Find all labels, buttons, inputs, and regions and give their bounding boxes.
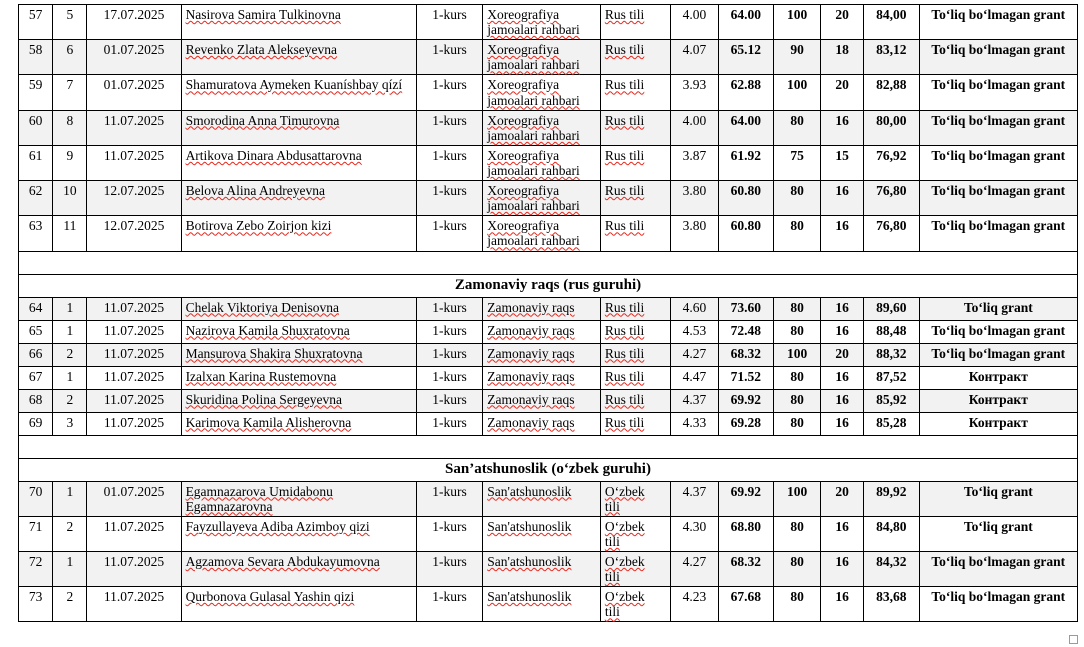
gpa-value: 4.53: [671, 320, 718, 343]
score-bonus: 16: [821, 587, 864, 622]
application-date: 11.07.2025: [87, 110, 181, 145]
row-number: 59: [19, 75, 53, 110]
score-secondary: 80: [774, 551, 821, 586]
score-secondary: 80: [774, 516, 821, 551]
score-primary: 72.48: [718, 320, 774, 343]
applicant-name: Artikova Dinara Abdusattarovna: [181, 145, 416, 180]
admission-status: To‘liq grant: [919, 297, 1077, 320]
education-language: O‘zbek tili: [600, 587, 671, 622]
application-date: 17.07.2025: [87, 5, 181, 40]
row-number: 66: [19, 343, 53, 366]
score-total: 80,00: [863, 110, 919, 145]
row-index: 10: [53, 181, 87, 216]
score-secondary: 80: [774, 587, 821, 622]
course: 1-kurs: [416, 5, 482, 40]
education-language: Rus tili: [600, 389, 671, 412]
score-secondary: 100: [774, 5, 821, 40]
admission-status: Контракт: [919, 389, 1077, 412]
row-number: 67: [19, 366, 53, 389]
score-total: 83,12: [863, 40, 919, 75]
table-row: [19, 75, 1078, 110]
application-date: 11.07.2025: [87, 551, 181, 586]
score-secondary: 100: [774, 481, 821, 516]
score-bonus: 20: [821, 343, 864, 366]
score-secondary: 80: [774, 297, 821, 320]
score-secondary: 80: [774, 366, 821, 389]
education-language: Rus tili: [600, 181, 671, 216]
gpa-value: 4.00: [671, 110, 718, 145]
education-language: Rus tili: [600, 5, 671, 40]
score-primary: 65.12: [718, 40, 774, 75]
row-index: 1: [53, 551, 87, 586]
table-row: [19, 320, 1078, 343]
score-total: 85,92: [863, 389, 919, 412]
score-bonus: 18: [821, 40, 864, 75]
admission-status: To‘liq bo‘lmagan grant: [919, 110, 1077, 145]
study-direction: Zamonaviy raqs: [483, 389, 601, 412]
application-date: 11.07.2025: [87, 297, 181, 320]
spacer-cell: [19, 435, 1078, 458]
course: 1-kurs: [416, 75, 482, 110]
row-number: 69: [19, 412, 53, 435]
applicant-name: Karimova Kamila Alisherovna: [181, 412, 416, 435]
gpa-value: 4.37: [671, 481, 718, 516]
gpa-value: 3.80: [671, 216, 718, 251]
education-language: Rus tili: [600, 366, 671, 389]
study-direction: Zamonaviy raqs: [483, 297, 601, 320]
gpa-value: 3.87: [671, 145, 718, 180]
score-primary: 69.28: [718, 412, 774, 435]
score-total: 82,88: [863, 75, 919, 110]
score-total: 84,00: [863, 5, 919, 40]
score-bonus: 16: [821, 366, 864, 389]
table-spacer-row: [19, 251, 1078, 274]
score-bonus: 16: [821, 389, 864, 412]
education-language: O‘zbek tili: [600, 481, 671, 516]
application-date: 12.07.2025: [87, 181, 181, 216]
course: 1-kurs: [416, 40, 482, 75]
study-direction: San'atshunoslik: [483, 516, 601, 551]
row-number: 58: [19, 40, 53, 75]
education-language: O‘zbek tili: [600, 516, 671, 551]
score-secondary: 80: [774, 389, 821, 412]
applicant-name: Egamnazarova Umidabonu Egamnazarovna: [181, 481, 416, 516]
applicant-name: Botirova Zebo Zoirjon kizi: [181, 216, 416, 251]
application-date: 11.07.2025: [87, 366, 181, 389]
application-date: 01.07.2025: [87, 40, 181, 75]
admission-status: To‘liq bo‘lmagan grant: [919, 587, 1077, 622]
score-primary: 64.00: [718, 5, 774, 40]
table-row: [19, 481, 1078, 516]
table-row: [19, 145, 1078, 180]
study-direction: Xoreografiya jamoalari rahbari: [483, 40, 601, 75]
admission-status: To‘liq bo‘lmagan grant: [919, 320, 1077, 343]
score-bonus: 15: [821, 145, 864, 180]
table-row: [19, 297, 1078, 320]
score-primary: 73.60: [718, 297, 774, 320]
applicant-name: Smorodina Anna Timurovna: [181, 110, 416, 145]
study-direction: Zamonaviy raqs: [483, 343, 601, 366]
row-number: 72: [19, 551, 53, 586]
applicant-name: Agzamova Sevara Abdukayumovna: [181, 551, 416, 586]
education-language: O‘zbek tili: [600, 551, 671, 586]
score-primary: 62.88: [718, 75, 774, 110]
row-number: 68: [19, 389, 53, 412]
table-row: [19, 216, 1078, 251]
row-index: 7: [53, 75, 87, 110]
study-direction: Xoreografiya jamoalari rahbari: [483, 145, 601, 180]
course: 1-kurs: [416, 145, 482, 180]
section-title: San’atshunoslik (o‘zbek guruhi): [19, 458, 1078, 481]
applicant-name: Nazirova Kamila Shuxratovna: [181, 320, 416, 343]
study-direction: Xoreografiya jamoalari rahbari: [483, 110, 601, 145]
course: 1-kurs: [416, 481, 482, 516]
applicant-name: Izalxan Karina Rustemovna: [181, 366, 416, 389]
score-bonus: 16: [821, 110, 864, 145]
score-primary: 68.32: [718, 551, 774, 586]
study-direction: Zamonaviy raqs: [483, 320, 601, 343]
row-number: 65: [19, 320, 53, 343]
score-total: 88,48: [863, 320, 919, 343]
application-date: 11.07.2025: [87, 320, 181, 343]
score-bonus: 16: [821, 297, 864, 320]
table-row: [19, 587, 1078, 622]
row-index: 5: [53, 5, 87, 40]
score-bonus: 16: [821, 320, 864, 343]
gpa-value: 4.60: [671, 297, 718, 320]
admission-status: To‘liq grant: [919, 481, 1077, 516]
row-number: 62: [19, 181, 53, 216]
applicant-name: Qurbonova Gulasal Yashin qizi: [181, 587, 416, 622]
application-date: 01.07.2025: [87, 75, 181, 110]
study-direction: Xoreografiya jamoalari rahbari: [483, 181, 601, 216]
table-row: [19, 181, 1078, 216]
row-number: 60: [19, 110, 53, 145]
application-date: 11.07.2025: [87, 587, 181, 622]
score-secondary: 80: [774, 320, 821, 343]
admission-status: To‘liq bo‘lmagan grant: [919, 343, 1077, 366]
gpa-value: 4.33: [671, 412, 718, 435]
table-row: [19, 40, 1078, 75]
row-number: 63: [19, 216, 53, 251]
table-row: [19, 551, 1078, 586]
gpa-value: 4.47: [671, 366, 718, 389]
row-index: 2: [53, 516, 87, 551]
study-direction: San'atshunoslik: [483, 587, 601, 622]
admission-status: To‘liq bo‘lmagan grant: [919, 216, 1077, 251]
gpa-value: 4.30: [671, 516, 718, 551]
row-index: 1: [53, 320, 87, 343]
table-row: [19, 343, 1078, 366]
row-index: 9: [53, 145, 87, 180]
education-language: Rus tili: [600, 320, 671, 343]
score-primary: 67.68: [718, 587, 774, 622]
course: 1-kurs: [416, 216, 482, 251]
score-secondary: 80: [774, 110, 821, 145]
score-secondary: 80: [774, 181, 821, 216]
application-date: 11.07.2025: [87, 412, 181, 435]
gpa-value: 4.23: [671, 587, 718, 622]
course: 1-kurs: [416, 516, 482, 551]
study-direction: San'atshunoslik: [483, 551, 601, 586]
row-index: 8: [53, 110, 87, 145]
score-total: 76,80: [863, 181, 919, 216]
score-secondary: 100: [774, 343, 821, 366]
admission-status: To‘liq bo‘lmagan grant: [919, 145, 1077, 180]
score-total: 76,92: [863, 145, 919, 180]
study-direction: Xoreografiya jamoalari rahbari: [483, 75, 601, 110]
applicants-table: [18, 4, 1078, 622]
study-direction: San'atshunoslik: [483, 481, 601, 516]
application-date: 01.07.2025: [87, 481, 181, 516]
table-body: [19, 5, 1078, 622]
score-secondary: 75: [774, 145, 821, 180]
education-language: Rus tili: [600, 40, 671, 75]
score-primary: 69.92: [718, 481, 774, 516]
education-language: Rus tili: [600, 412, 671, 435]
admission-status: To‘liq bo‘lmagan grant: [919, 40, 1077, 75]
row-index: 1: [53, 297, 87, 320]
row-number: 57: [19, 5, 53, 40]
score-bonus: 16: [821, 516, 864, 551]
row-index: 1: [53, 366, 87, 389]
admission-status: Контракт: [919, 412, 1077, 435]
admission-status: To‘liq grant: [919, 516, 1077, 551]
study-direction: Zamonaviy raqs: [483, 366, 601, 389]
score-total: 87,52: [863, 366, 919, 389]
gpa-value: 4.00: [671, 5, 718, 40]
table-row: [19, 5, 1078, 40]
education-language: Rus tili: [600, 110, 671, 145]
application-date: 11.07.2025: [87, 145, 181, 180]
course: 1-kurs: [416, 551, 482, 586]
admission-status: Контракт: [919, 366, 1077, 389]
applicant-name: Skuridina Polina Sergeyevna: [181, 389, 416, 412]
row-index: 1: [53, 481, 87, 516]
row-index: 11: [53, 216, 87, 251]
score-total: 85,28: [863, 412, 919, 435]
row-number: 73: [19, 587, 53, 622]
score-total: 88,32: [863, 343, 919, 366]
admission-status: To‘liq bo‘lmagan grant: [919, 181, 1077, 216]
score-primary: 60.80: [718, 181, 774, 216]
score-total: 83,68: [863, 587, 919, 622]
applicant-name: Belova Alina Andreyevna: [181, 181, 416, 216]
section-header-row: [19, 274, 1078, 297]
study-direction: Xoreografiya jamoalari rahbari: [483, 5, 601, 40]
score-primary: 61.92: [718, 145, 774, 180]
score-total: 89,60: [863, 297, 919, 320]
applicant-name: Fayzullayeva Adiba Azimboy qizi: [181, 516, 416, 551]
row-index: 2: [53, 389, 87, 412]
score-total: 84,80: [863, 516, 919, 551]
score-primary: 71.52: [718, 366, 774, 389]
score-secondary: 80: [774, 216, 821, 251]
admission-status: To‘liq bo‘lmagan grant: [919, 5, 1077, 40]
row-number: 64: [19, 297, 53, 320]
application-date: 11.07.2025: [87, 389, 181, 412]
course: 1-kurs: [416, 587, 482, 622]
score-bonus: 16: [821, 181, 864, 216]
applicant-name: Mansurova Shakira Shuxratovna: [181, 343, 416, 366]
study-direction: Zamonaviy raqs: [483, 412, 601, 435]
score-bonus: 16: [821, 412, 864, 435]
spacer-cell: [19, 251, 1078, 274]
course: 1-kurs: [416, 320, 482, 343]
course: 1-kurs: [416, 343, 482, 366]
score-primary: 64.00: [718, 110, 774, 145]
row-number: 70: [19, 481, 53, 516]
gpa-value: 3.80: [671, 181, 718, 216]
study-direction: Xoreografiya jamoalari rahbari: [483, 216, 601, 251]
course: 1-kurs: [416, 412, 482, 435]
section-title: Zamonaviy raqs (rus guruhi): [19, 274, 1078, 297]
score-secondary: 80: [774, 412, 821, 435]
score-bonus: 20: [821, 481, 864, 516]
score-secondary: 100: [774, 75, 821, 110]
score-primary: 68.32: [718, 343, 774, 366]
row-number: 61: [19, 145, 53, 180]
education-language: Rus tili: [600, 75, 671, 110]
table-row: [19, 110, 1078, 145]
section-header-row: [19, 458, 1078, 481]
course: 1-kurs: [416, 389, 482, 412]
applicant-name: Revenko Zlata Alekseyevna: [181, 40, 416, 75]
score-bonus: 16: [821, 216, 864, 251]
table-row: [19, 389, 1078, 412]
gpa-value: 4.27: [671, 551, 718, 586]
education-language: Rus tili: [600, 145, 671, 180]
applicant-name: Shamuratova Aymeken Kuaníshbay qízí: [181, 75, 416, 110]
course: 1-kurs: [416, 366, 482, 389]
gpa-value: 3.93: [671, 75, 718, 110]
row-index: 6: [53, 40, 87, 75]
applicant-name: Nasirova Samira Tulkinovna: [181, 5, 416, 40]
score-secondary: 90: [774, 40, 821, 75]
education-language: Rus tili: [600, 216, 671, 251]
application-date: 12.07.2025: [87, 216, 181, 251]
gpa-value: 4.07: [671, 40, 718, 75]
score-bonus: 20: [821, 5, 864, 40]
gpa-value: 4.37: [671, 389, 718, 412]
table-row: [19, 412, 1078, 435]
score-total: 84,32: [863, 551, 919, 586]
score-primary: 60.80: [718, 216, 774, 251]
score-primary: 68.80: [718, 516, 774, 551]
table-spacer-row: [19, 435, 1078, 458]
table-row: [19, 516, 1078, 551]
score-total: 89,92: [863, 481, 919, 516]
score-total: 76,80: [863, 216, 919, 251]
row-index: 2: [53, 587, 87, 622]
application-date: 11.07.2025: [87, 516, 181, 551]
row-number: 71: [19, 516, 53, 551]
education-language: Rus tili: [600, 343, 671, 366]
course: 1-kurs: [416, 181, 482, 216]
admission-status: To‘liq bo‘lmagan grant: [919, 551, 1077, 586]
course: 1-kurs: [416, 110, 482, 145]
score-bonus: 16: [821, 551, 864, 586]
score-primary: 69.92: [718, 389, 774, 412]
row-index: 3: [53, 412, 87, 435]
row-index: 2: [53, 343, 87, 366]
course: 1-kurs: [416, 297, 482, 320]
application-date: 11.07.2025: [87, 343, 181, 366]
applicant-name: Chelak Viktoriya Denisovna: [181, 297, 416, 320]
table-row: [19, 366, 1078, 389]
document-page: [0, 4, 1084, 647]
gpa-value: 4.27: [671, 343, 718, 366]
admission-status: To‘liq bo‘lmagan grant: [919, 75, 1077, 110]
score-bonus: 20: [821, 75, 864, 110]
education-language: Rus tili: [600, 297, 671, 320]
